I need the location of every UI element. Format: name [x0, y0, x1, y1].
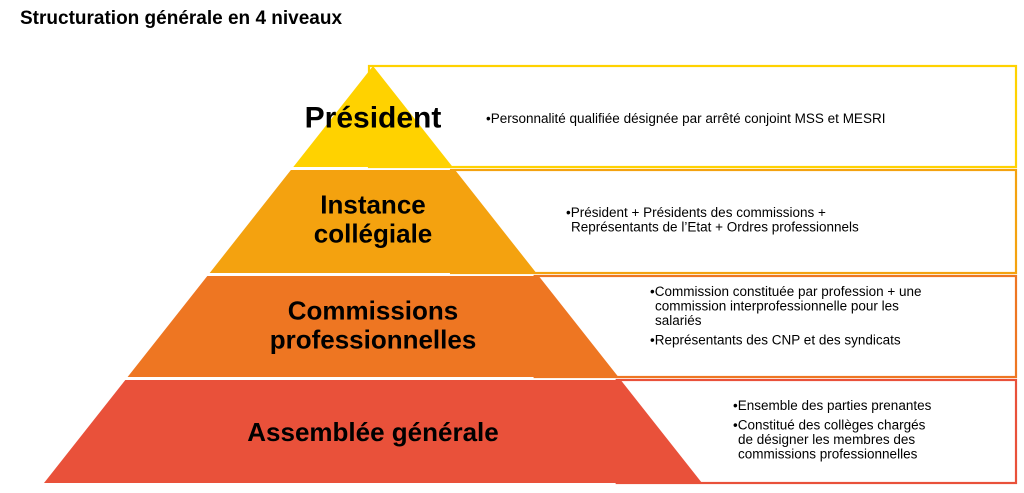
page-title: Structuration générale en 4 niveaux [20, 8, 343, 29]
bullet-item: •Personnalité qualifiée désignée par arrêté conjoint MSS et MESRI [486, 111, 886, 126]
bullet-item: •Ensemble des parties prenantes [733, 398, 932, 413]
tier-label-3 [270, 296, 477, 355]
tier-description-1 [486, 111, 885, 126]
bullet-item-continuation: commission interprofessionnelle pour les [655, 298, 899, 314]
tier-label-line: Instance [320, 189, 426, 220]
bullet-item: •Constitué des collèges chargés [733, 417, 926, 433]
tier-description-2 [566, 205, 859, 235]
tier-label-2 [314, 190, 433, 249]
bullet-item-continuation: Représentants de l’Etat + Ordres professionnels [571, 219, 859, 235]
bullet-item: •Commission constituée par profession + une [650, 284, 922, 299]
tier-label-4 [247, 417, 498, 447]
tier-label-line: Assemblée générale [247, 417, 499, 448]
tier-label-line: Commissions [287, 295, 459, 326]
bullet-item: •Représentants des CNP et des syndicats [650, 332, 901, 348]
tier-description-4 [733, 398, 932, 462]
tier-label-1 [305, 102, 442, 135]
bullet-item-continuation: salariés [655, 313, 702, 328]
tier-label-line: professionnelles [269, 324, 477, 355]
tier-label-line: collégiale [313, 218, 433, 249]
bullet-item: •Président + Présidents des commissions + [566, 205, 826, 220]
bullet-item-continuation: de désigner les membres des [738, 432, 916, 447]
bullet-item-continuation: commissions professionnelles [738, 446, 918, 462]
tier-label-line: Président [304, 101, 442, 135]
